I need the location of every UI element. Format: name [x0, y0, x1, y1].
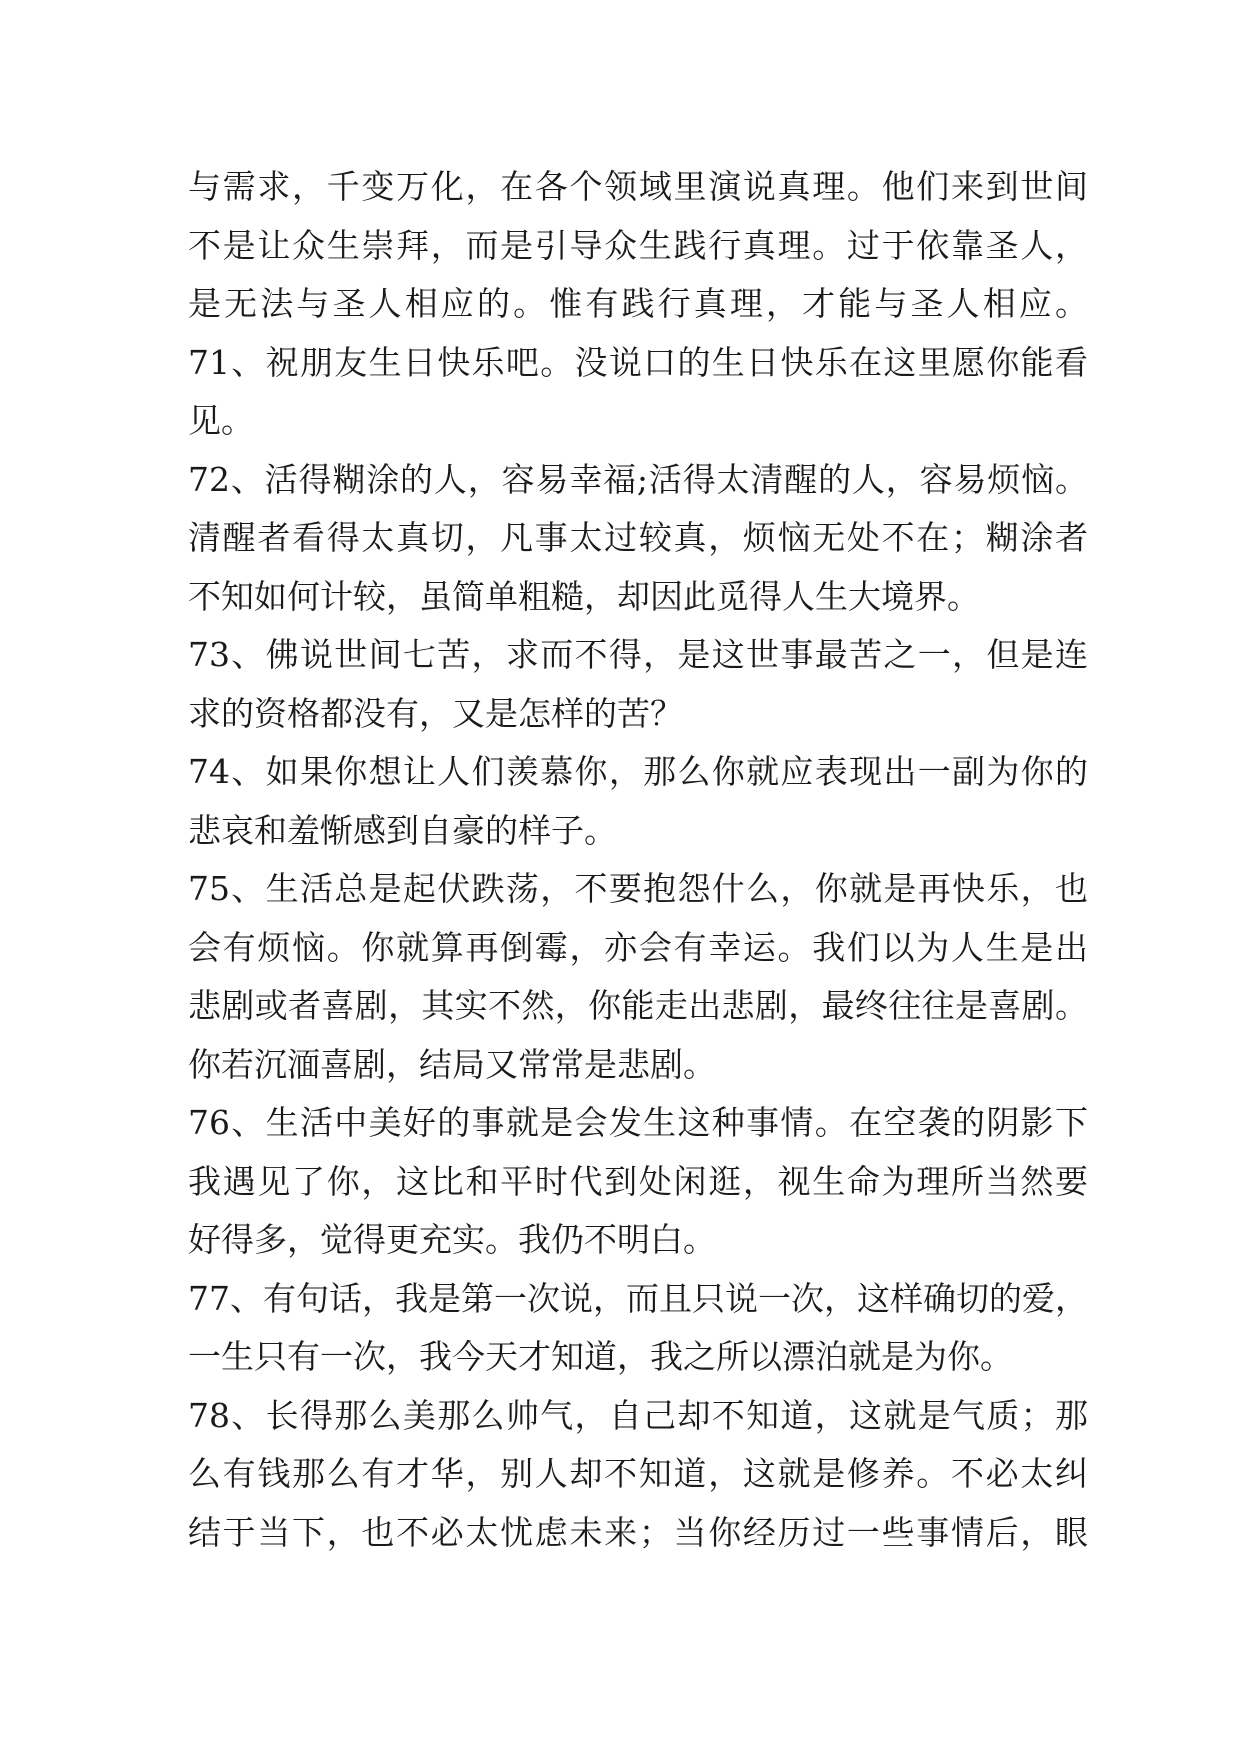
text-line: 71、祝朋友生日快乐吧。没说口的生日快乐在这里愿你能看: [188, 342, 1088, 382]
text-line: 76、生活中美好的事就是会发生这种事情。在空袭的阴影下: [188, 1103, 1088, 1142]
text-line: 结于当下，也不必太忧虑未来；当你经历过一些事情后，眼: [188, 1512, 1088, 1552]
text-line: 与需求，千变万化，在各个领域里演说真理。他们来到世间: [188, 167, 1088, 206]
text-line: 不是让众生崇拜，而是引导众生践行真理。过于依靠圣人，: [188, 225, 1088, 265]
text-line: 我遇见了你，这比和平时代到处闲逛，视生命为理所当然要: [188, 1161, 1088, 1201]
text-line: 是无法与圣人相应的。惟有践行真理，才能与圣人相应。: [188, 284, 1088, 323]
text-line: 见。: [188, 401, 254, 440]
body-text: [188, 158, 1088, 1562]
text-line: 会有烦恼。你就算再倒霉，亦会有幸运。我们以为人生是出: [188, 927, 1088, 967]
text-line: 72、活得糊涂的人，容易幸福;活得太清醒的人，容易烦恼。: [188, 459, 1088, 499]
text-line: 73、佛说世间七苦，求而不得，是这世事最苦之一，但是连: [188, 635, 1088, 674]
text-line: 悲剧或者喜剧，其实不然，你能走出悲剧，最终往往是喜剧。: [188, 986, 1088, 1025]
text-line: 不知如何计较，虽简单粗糙，却因此觅得人生大境界。: [188, 576, 980, 616]
text-line: 悲哀和羞惭感到自豪的样子。: [188, 810, 617, 850]
text-line: 清醒者看得太真切，凡事太过较真，烦恼无处不在；糊涂者: [188, 518, 1088, 557]
text-line: 好得多，觉得更充实。我仍不明白。: [188, 1220, 716, 1259]
text-line: 78、长得那么美那么帅气，自己却不知道，这就是气质；那: [188, 1395, 1088, 1435]
text-line: 77、有句话，我是第一次说，而且只说一次，这样确切的爱，: [188, 1278, 1088, 1318]
text-line: 74、如果你想让人们羡慕你，那么你就应表现出一副为你的: [188, 752, 1088, 791]
text-line: 你若沉湎喜剧，结局又常常是悲剧。: [188, 1044, 716, 1084]
text-line: 一生只有一次，我今天才知道，我之所以漂泊就是为你。: [188, 1337, 1013, 1376]
text-line: 75、生活总是起伏跌荡，不要抱怨什么，你就是再快乐，也: [188, 869, 1088, 908]
text-line: 么有钱那么有才华，别人却不知道，这就是修养。不必太纠: [188, 1454, 1088, 1493]
text-line: 求的资格都没有，又是怎样的苦？: [188, 693, 683, 733]
